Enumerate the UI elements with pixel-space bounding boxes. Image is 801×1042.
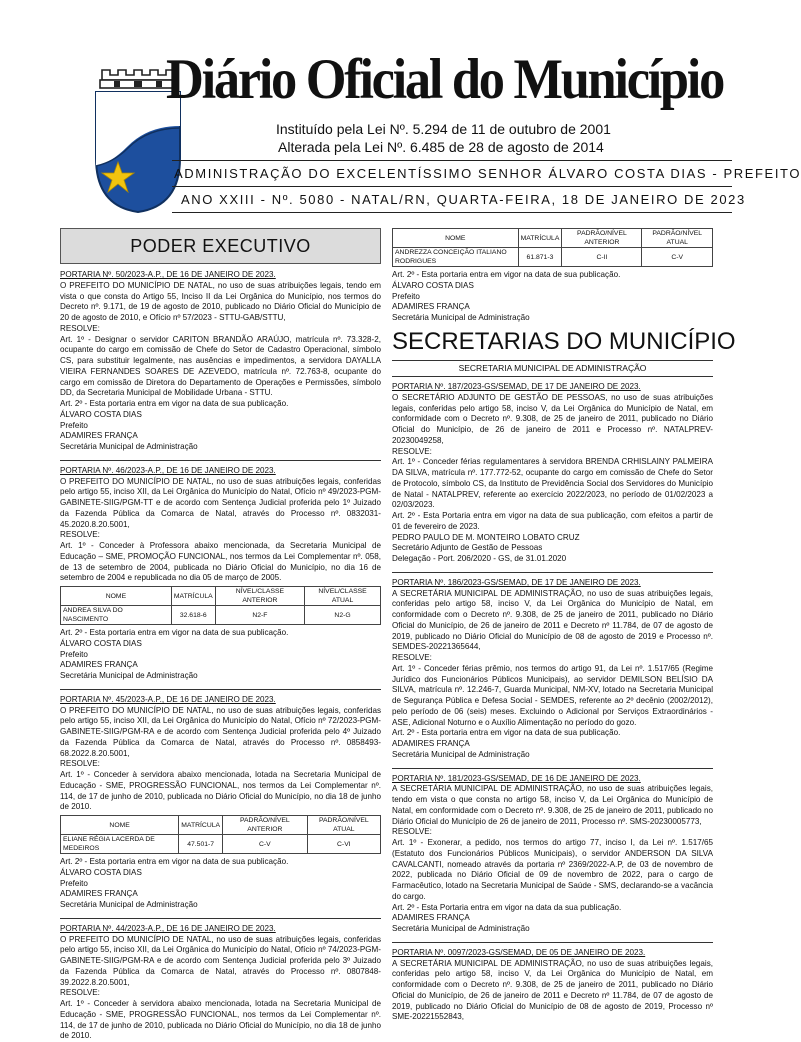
table-header-row (61, 816, 381, 835)
table-header: MATRÍCULA (171, 587, 215, 606)
gazette-title: Diário Oficial do Município (166, 48, 724, 111)
signer-role: Secretário Adjunto de Gestão de Pessoas (392, 543, 543, 553)
portaria-intro: O SECRETÁRIO ADJUNTO DE GESTÃO DE PESSOAS, no uso de suas atribuições legais, conferidas pelo artigo 58, inciso V, da Lei Orgânica do Município de Natal, em conformidade com o Decreto nº. 9.308, de 25 de janeiro de 2011, publicado no Diário Oficial do Município, de 26 de janeiro de 2011 e Processo nº. NATALPREV-20230049258, (392, 392, 713, 445)
portaria-title: PORTARIA Nº. 187/2023-GS/SEMAD, DE 17 DE JANEIRO DE 2023. (392, 382, 641, 392)
table-cell: ANDREA SILVA DO NASCIMENTO (61, 606, 172, 625)
signer-name: ÁLVARO COSTA DIAS (60, 409, 142, 419)
table-header: NOME (61, 587, 172, 606)
table-header: PADRÃO/NÍVEL ATUAL (307, 816, 380, 835)
instituted-law-line: Instituído pela Lei Nº. 5.294 de 11 de outubro de 2001 (276, 121, 611, 137)
administration-line: ADMINISTRAÇÃO DO EXCELENTÍSSIMO SENHOR ÁLVARO COSTA DIAS - PREFEITO (174, 166, 801, 181)
continued-progression-table (392, 228, 713, 267)
article-2: Art. 2º - Esta portaria entra em vigor na data de sua publicação. (392, 270, 621, 279)
altered-law-line: Alterada pela Lei Nº. 6.485 de 28 de agosto de 2014 (278, 139, 604, 155)
header-divider (172, 160, 732, 161)
article-2: Art. 2º - Esta portaria entra em vigor na data de sua publicação. (60, 399, 289, 408)
table-header: PADRÃO/NÍVEL ANTERIOR (562, 229, 642, 248)
promotion-table (60, 586, 381, 625)
resolve-label: RESOLVE: (60, 988, 100, 998)
section-divider (392, 572, 713, 573)
signer-role: Prefeito (60, 420, 88, 430)
cosigner-role: Secretária Municipal de Administração (392, 313, 530, 322)
table-header: NÍVEL/CLASSE ATUAL (305, 587, 381, 606)
table-header-row (61, 587, 381, 606)
article-1: Art. 1º - Conceder à Professora abaixo mencionada, da Secretaria Municipal de Educação – SME, PROMOÇÃO FUNCIONAL, nos termos da Lei Complementar nº. 058, de 13 de setembro de 2004, publicada no Diário Oficial do Município, no dia 16 de setembro de 2004 e republicada no dia 05 de março de 2005. (60, 541, 381, 583)
signer-name: ADAMIRES FRANÇA (392, 913, 470, 923)
table-header: PADRÃO/NÍVEL ATUAL (642, 229, 713, 248)
article-2: Art. 2º - Esta portaria entra em vigor na data de sua publicação. (60, 857, 289, 866)
article-2: Art. 2º - Esta Portaria entra em vigor na data da sua publicação. (392, 902, 622, 912)
portaria-intro: A SECRETÁRIA MUNICIPAL DE ADMINISTRAÇÃO, no uso de suas atribuições legais, conferidas pelo artigo 58, inciso V, da Lei Orgânica do Município de Natal, em conformidade com o Decreto nº. 9.308, de 25 de janeiro de 2011, publicado no Diário Oficial do Município, de 26 de janeiro de 2011 e Decreto nº 11.784, de 07 de agosto de 2019, publicado no Diário Oficial do Município de 08 de agosto de 2019, Processo nº SME-20221552843, (392, 958, 713, 1022)
table-header: MATRÍCULA (179, 816, 223, 835)
secretarias-heading: SECRETARIAS DO MUNICÍPIO (392, 327, 736, 355)
signer-name: ÁLVARO COSTA DIAS (392, 280, 474, 290)
edition-line: ANO XXIII - Nº. 5080 - NATAL/RN, QUARTA-FEIRA, 18 DE JANEIRO DE 2023 (181, 192, 746, 207)
portaria-intro: O PREFEITO DO MUNICÍPIO DE NATAL, no uso de suas atribuições legais, conferidas pelo artigo 55, inciso XII, da Lei Orgânica do Município do Natal, Ofício nº 49/2023-PGM-GABINETE-SIIG/PGM-TT e de acordo com Sentença Judicial proferida pelo 1º Juizado da Fazenda Pública da Comarca de Natal, através do Processo nº. 0832031-45.2020.8.20.5001, (60, 476, 381, 529)
article-1: Art. 1º - Exonerar, a pedido, nos termos do artigo 77, inciso I, da Lei nº. 1.517/65 (Estatuto dos Funcionários Públicos Municipais), o servidor ANDERSON DA SILVA CAVALCANTI, nomeado através da portaria nº 2369/2022-A.P, de 03 de novembro de 2022, publicada no Diário Oficial de 09 de novembro de 2022, para o cargo de Farmacêutico, lotado na Secretaria Municipal de Saúde - SMS, declarando-se a vacância do cargo. (392, 838, 713, 901)
portaria-title: PORTARIA Nº. 50/2023-A.P., DE 16 DE JANEIRO DE 2023. (60, 270, 276, 279)
table-row (61, 606, 381, 625)
section-divider (60, 460, 381, 461)
portaria-181 (392, 774, 713, 935)
section-title-poder-executivo: PODER EXECUTIVO (60, 228, 381, 264)
resolve-label: RESOLVE: (392, 653, 432, 663)
article-1: Art. 1º - Conceder férias regulamentares à servidora BRENDA CRHISLAINY PALMEIRA DA SILVA, matrícula nº. 177.772-52, ocupante do cargo em comissão de Chefe do Setor de Protocolo, símbolo CS, da Instituto de Previdência Social dos Servidores do Município de Natal - NATALPREV, referente ao exercício 2022/2023, no período de 01/02/2023 a 02/03/2023. (392, 457, 713, 510)
table-cell: 32.618-6 (171, 606, 215, 625)
table-cell: C-V (223, 835, 308, 854)
table-header: NOME (393, 229, 519, 248)
header-divider (172, 212, 732, 213)
table-header: NOME (61, 816, 179, 835)
portaria-title: PORTARIA Nº. 0097/2023-GS/SEMAD, DE 05 DE JANEIRO DE 2023. (392, 947, 646, 957)
portaria-45 (60, 695, 381, 911)
table-cell: C-II (562, 248, 642, 267)
portaria-44 (60, 924, 381, 1042)
cosigner-name: ADAMIRES FRANÇA (60, 660, 138, 670)
portaria-46 (60, 466, 381, 682)
portaria-title: PORTARIA Nº. 45/2023-A.P., DE 16 DE JANEIRO DE 2023. (60, 694, 276, 704)
section-divider (60, 918, 381, 919)
cosigner-role: Secretária Municipal de Administração (60, 900, 198, 909)
table-row (61, 835, 381, 854)
portaria-title: PORTARIA Nº. 186/2023-GS/SEMAD, DE 17 DE JANEIRO DE 2023. (392, 577, 641, 587)
article-1: Art. 1º - Conceder férias prêmio, nos termos do artigo 91, da Lei nº. 1.517/65 (Regime Jurídico dos Funcionários Públicos Municipais), ao servidor DEMILSON BELÍSIO DA SILVA, matrícula nº. 12.246-7, Guarda Municipal, NM-XV, lotado na Secretaria Municipal de Segurança Pública e Defesa Social - SEMDES, referente ao 2º decênio (2002/2012), pelo período de 06 (seis) meses. Excluindo o Adicional por Serviços Extraordinários - ASE, Adicional Noturno e o Auxílio Alimentação no período do gozo. (392, 663, 713, 727)
resolve-label: RESOLVE: (60, 323, 100, 333)
portaria-186 (392, 578, 713, 761)
signer-role: Prefeito (60, 649, 88, 659)
article-2: Art. 2º - Esta portaria entra em vigor na data de sua publicação. (392, 728, 621, 738)
signer-name: ÁLVARO COSTA DIAS (60, 867, 142, 877)
resolve-label: RESOLVE: (392, 827, 432, 837)
table-cell: 47.501-7 (179, 835, 223, 854)
article-1: Art. 1º - Conceder à servidora abaixo mencionada, lotada na Secretaria Municipal de Educação - SME, PROGRESSÃO FUNCIONAL, nos termos da Lei Complementar nº. 114, de 17 de junho de 2010, publicada no Diário Oficial do Município, no dia 18 de junho de 2010. (60, 999, 381, 1041)
semad-subheading: SECRETARIA MUNICIPAL DE ADMINISTRAÇÃO (392, 360, 713, 377)
signer-name: ÁLVARO COSTA DIAS (60, 638, 142, 648)
cosigner-name: ADAMIRES FRANÇA (392, 302, 470, 312)
article-1: Art. 1º - Designar o servidor CARITON BRANDÃO ARAÚJO, matrícula nº. 73.328-2, ocupante do cargo em comissão de Chefe do Setor de Cadastro Operacional, símbolo CS, para substituir legalmente, nas ausências e impedimentos, a servidora DAYALLA VIEIRA FERNANDES SOARES DE AZEVEDO, matrícula nº. 72.763-8, ocupante do cargo em comissão de Diretora do Departamento de Operações e Permissões, símbolo DD, da Secretaria Municipal de Mobilidade Urbana - STTU. (60, 334, 381, 398)
signer-role: Secretária Municipal de Administração (392, 924, 530, 934)
portaria-50 (60, 270, 381, 453)
portaria-title: PORTARIA Nº. 44/2023-A.P., DE 16 DE JANEIRO DE 2023. (60, 923, 276, 933)
progression-table (60, 815, 381, 854)
right-column (392, 228, 736, 1023)
signer-name: PEDRO PAULO DE M. MONTEIRO LOBATO CRUZ (392, 532, 580, 542)
table-cell: C-VI (307, 835, 380, 854)
left-column (60, 228, 381, 1042)
table-cell: N2-G (305, 606, 381, 625)
portaria-title: PORTARIA Nº. 46/2023-A.P., DE 16 DE JANEIRO DE 2023. (60, 465, 276, 475)
table-header-row (393, 229, 713, 248)
portaria-intro: O PREFEITO DO MUNICÍPIO DE NATAL, no uso de suas atribuições legais, conferidas pelo artigo 55, inciso XII, da Lei Orgânica do Município do Natal, Ofício nº 74/2023-PGM-GABINETE-SIIG/PGM-RA e de acordo com Sentença Judicial proferida pelo 3º Juizado da Fazenda Pública da Comarca de Natal, através do Processo nº. 0807848-39.2022.8.20.5001, (60, 934, 381, 987)
table-cell: ELIANE RÉGIA LACERDA DE MEDEIROS (61, 835, 179, 854)
header-divider (172, 186, 732, 187)
signer-role: Prefeito (60, 878, 88, 888)
portaria-intro: A SECRETÁRIA MUNICIPAL DE ADMINISTRAÇÃO, no uso de suas atribuições legais, conferidas pelo artigo 58, inciso V, da Lei Orgânica do Município de Natal, em conformidade com o Decreto nº. 9.308, de 25 de janeiro de 2011, publicado no Diário Oficial do Município, de 26 de janeiro de 2011 e Decreto nº 11.784, de 07 de agosto de 2019, publicado no Diário Oficial do Município de 08 de agosto de 2019 e Processo nº. SEMDES-20221365644, (392, 588, 713, 652)
signer-name: ADAMIRES FRANÇA (392, 739, 470, 749)
section-divider (60, 689, 381, 690)
cosigner-name: ADAMIRES FRANÇA (60, 889, 138, 899)
signer-role: Secretária Municipal de Administração (392, 749, 530, 759)
resolve-label: RESOLVE: (392, 446, 432, 456)
portaria-title: PORTARIA Nº. 181/2023-GS/SEMAD, DE 16 DE JANEIRO DE 2023. (392, 773, 641, 783)
section-divider (392, 942, 713, 943)
table-header: PADRÃO/NÍVEL ANTERIOR (223, 816, 308, 835)
portaria-intro: A SECRETÁRIA MUNICIPAL DE ADMINISTRAÇÃO, no uso de suas atribuições legais, tendo em vista o que consta no artigo 58, inciso V, da Lei Orgânica do Município de Natal, em conformidade com o Decreto nº. 9.308, de 25 de janeiro de 2011, publicado no Diário Oficial do Município de 26 de janeiro de 2011, Processo nº. SMS-20230005773, (392, 784, 713, 826)
article-1: Art. 1º - Conceder à servidora abaixo mencionada, lotada na Secretaria Municipal de Educação - SME, PROGRESSÃO FUNCIONAL, nos termos da Lei Complementar nº. 114, de 17 de junho de 2010, publicada no Diário Oficial do Município, no dia 18 de junho de 2010. (60, 770, 381, 812)
table-cell: 61.871-3 (518, 248, 562, 267)
table-cell: C-V (642, 248, 713, 267)
cosigner-name: ADAMIRES FRANÇA (60, 431, 138, 441)
section-divider (392, 768, 713, 769)
masthead (0, 0, 801, 222)
article-2: Art. 2º - Esta Portaria entra em vigor na data de sua publicação, com efeitos a partir de 01 de fevereiro de 2023. (392, 511, 713, 531)
portaria-intro: O PREFEITO DO MUNICÍPIO DE NATAL, no uso de suas atribuições legais, conferidas pelo artigo 55, inciso XII, da Lei Orgânica do Município do Natal, Ofício nº 72/2023-PGM-GABINETE-SIIG/PGM-RA e de acordo com Sentença Judicial proferida pelo 4º Juizado da Fazenda Pública da Comarca de Natal, através do Processo nº. 0858493-68.2022.8.20.5001, (60, 705, 381, 758)
resolve-label: RESOLVE: (60, 530, 100, 540)
portaria-187 (392, 382, 713, 565)
portaria-intro: O PREFEITO DO MUNICÍPIO DE NATAL, no uso de suas atribuições legais, tendo em vista o que consta do Artigo 55, Inciso II da Lei Orgânica do Município, nos termos do Decreto nº. 9.171, de 19 de agosto de 2010, publicado no Diário Oficial do Município de 20 de agosto de 2010, e Ofício nº 57/2023 - STTU-GAB/STTU, (60, 280, 381, 322)
table-cell: ANDREZZA CONCEIÇÃO ITALIANO RODRIGUES (393, 248, 519, 267)
resolve-label: RESOLVE: (60, 759, 100, 769)
cosigner-role: Secretária Municipal de Administração (60, 671, 198, 680)
delegation-note: Delegação - Port. 206/2020 - GS, de 31.01.2020 (392, 554, 567, 564)
table-row (393, 248, 713, 267)
portaria-0097 (392, 948, 713, 1023)
signer-role: Prefeito (392, 291, 420, 301)
cosigner-role: Secretária Municipal de Administração (60, 442, 198, 451)
table-cell: N2-F (215, 606, 304, 625)
table-header: NÍVEL/CLASSE ANTERIOR (215, 587, 304, 606)
table-header: MATRÍCULA (518, 229, 562, 248)
article-2: Art. 2º - Esta portaria entra em vigor na data de sua publicação. (60, 628, 289, 637)
